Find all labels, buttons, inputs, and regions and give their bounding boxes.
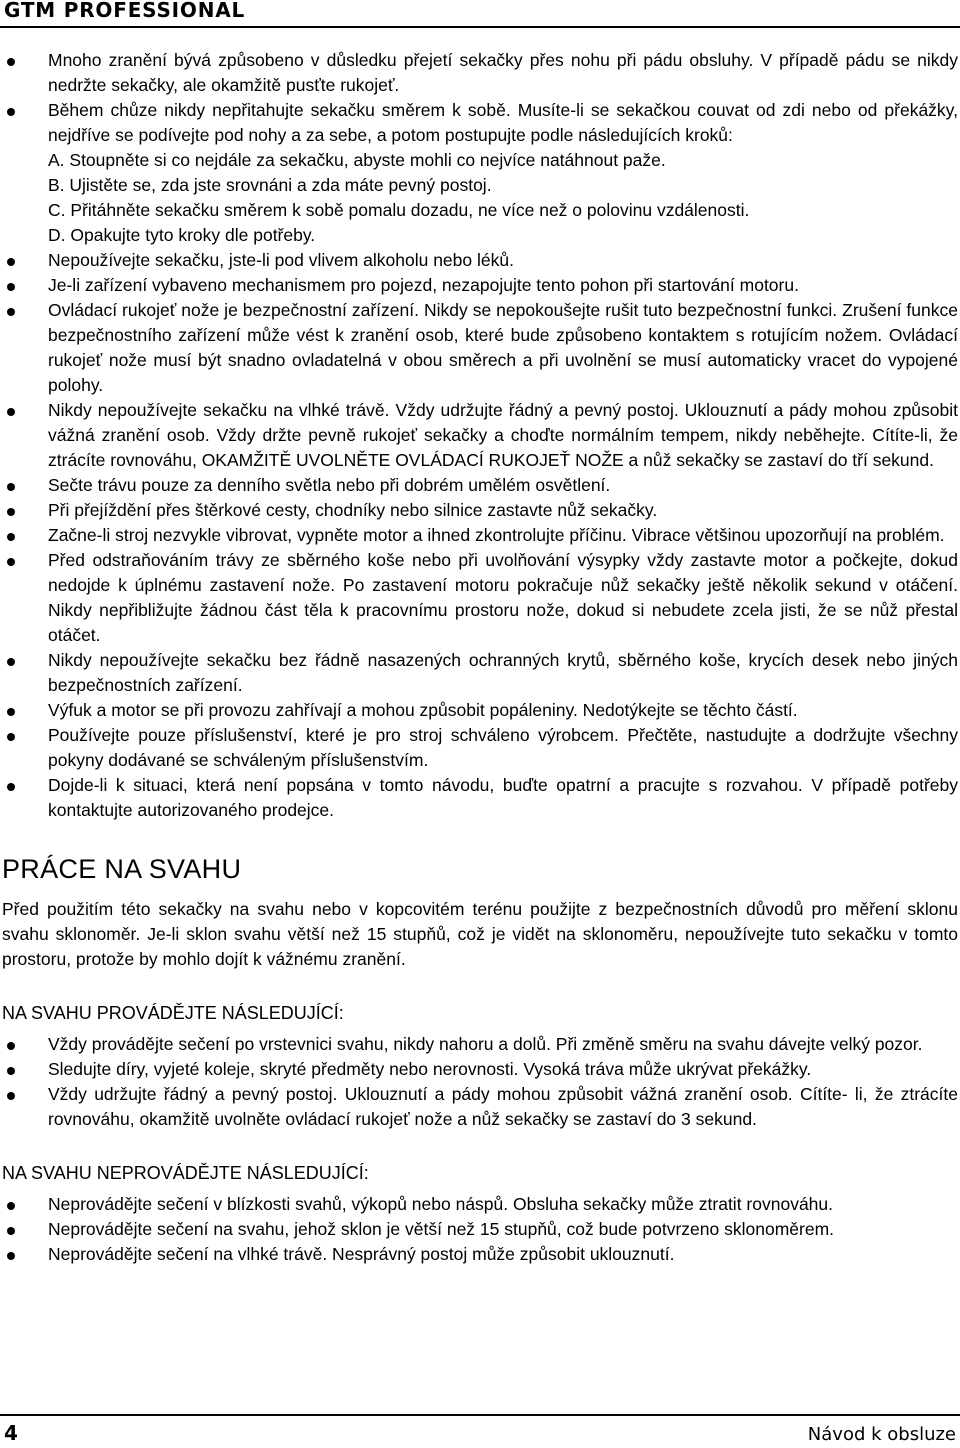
list-item: Používejte pouze příslušenství, které je pro stroj schváleno výrobcem. Přečtěte, nastudujte a dodržujte všechny pokyny dodávané se schváleným příslušenstvím. xyxy=(8,723,958,773)
dont-list xyxy=(8,1192,958,1267)
step-d: D. Opakujte tyto kroky dle potřeby. xyxy=(48,225,316,245)
safety-list xyxy=(8,48,958,823)
step-b: B. Ujistěte se, zda jste srovnáni a zda máte pevný postoj. xyxy=(48,175,492,195)
list-item: Ovládací rukojeť nože je bezpečnostní zařízení. Nikdy se nepokoušejte rušit tuto bezpečnostní funkci. Zrušení funkce bezpečnostního zařízení může vést k zranění osob, které bude způsobeno kontaktem s rotujícím nožem. Ovládací rukojeť nože musí být snadno ovladatelná v obou směrech a při uvolnění se musí automaticky vracet do vypojené polohy. xyxy=(8,298,958,398)
list-item: Neprovádějte sečení na svahu, jehož sklon je větší než 15 stupňů, což bude potvrzeno sklonoměrem. xyxy=(8,1217,958,1242)
footer-rule xyxy=(0,1414,960,1416)
do-heading: NA SVAHU PROVÁDĚJTE NÁSLEDUJÍCÍ: xyxy=(2,1003,344,1023)
list-item: Mnoho zranění bývá způsobeno v důsledku přejetí sekačky přes nohu při pádu obsluhy. V případě pádu se nikdy nedržte sekačky, ale okamžitě pusťte rukojeť. xyxy=(8,48,958,98)
list-item xyxy=(8,98,958,248)
list-item: Začne-li stroj nezvykle vibrovat, vypněte motor a ihned zkontrolujte příčinu. Vibrace většinou upozorňují na problém. xyxy=(8,523,958,548)
list-item: Nikdy nepoužívejte sekačku na vlhké trávě. Vždy udržujte řádný a pevný postoj. Uklouznutí a pády mohou způsobit vážná zranění osob. Vždy držte pevně rukojeť sekačky a choďte normálním tempem, nikdy neběhejte. Cítíte-li, že ztrácíte rovnováhu, OKAMŽITĚ UVOLNĚTE OVLÁDACÍ RUKOJEŤ NOŽE a nůž sekačky se zastaví do tří sekund. xyxy=(8,398,958,473)
list-item: Před odstraňováním trávy ze sběrného koše nebo při uvolňování výsypky vždy zastavte motor a počkejte, dokud nedojde k úplnému zastavení nože. Po zastavení motoru pokračuje nůž sekačky ještě několik sekund v otáčení. Nikdy nepřibližujte žádnou část těla k pracovnímu prostoru nože, dokud si nebudete zcela jisti, že se nůž přestal otáčet. xyxy=(8,548,958,648)
list-item: Při přejíždění přes štěrkové cesty, chodníky nebo silnice zastavte nůž sekačky. xyxy=(8,498,958,523)
header-rule xyxy=(0,26,960,28)
list-item: Dojde-li k situaci, která není popsána v tomto návodu, buďte opatrní a pracujte s rozvahou. V případě potřeby kontaktujte autorizovaného prodejce. xyxy=(8,773,958,823)
list-item: Neprovádějte sečení na vlhké trávě. Nesprávný postoj může způsobit uklouznutí. xyxy=(8,1242,958,1267)
list-item: Nepoužívejte sekačku, jste-li pod vlivem alkoholu nebo léků. xyxy=(8,248,958,273)
list-item: Sečte trávu pouze za denního světla nebo při dobrém umělém osvětlení. xyxy=(8,473,958,498)
list-item: Vždy provádějte sečení po vrstevnici svahu, nikdy nahoru a dolů. Při změně směru na svahu dávejte velký pozor. xyxy=(8,1032,958,1057)
step-c: C. Přitáhněte sekačku směrem k sobě pomalu dozadu, ne více než o polovinu vzdálenosti. xyxy=(48,200,750,220)
list-item: Výfuk a motor se při provozu zahřívají a mohou způsobit popáleniny. Nedotýkejte se těchto částí. xyxy=(8,698,958,723)
section-title: PRÁCE NA SVAHU xyxy=(2,854,242,884)
brand-header: GTM PROFESSIONAL xyxy=(4,0,246,22)
list-item: Vždy udržujte řádný a pevný postoj. Uklouznutí a pády mohou způsobit vážná zranění osob. Cítíte- li, že ztrácíte rovnováhu, okamžitě uvolněte ovládací rukojeť nože a nůž sekačky se zastaví do 3 sekund. xyxy=(8,1082,958,1132)
list-item: Je-li zařízení vybaveno mechanismem pro pojezd, nezapojujte tento pohon při startování motoru. xyxy=(8,273,958,298)
list-item-text: Během chůze nikdy nepřitahujte sekačku směrem k sobě. Musíte-li se sekačkou couvat od zdi nebo od překážky, nejdříve se podívejte pod nohy a za sebe, a potom postupujte podle následujících kroků: xyxy=(48,100,958,145)
list-item: Neprovádějte sečení v blízkosti svahů, výkopů nebo náspů. Obsluha sekačky může ztratit rovnováhu. xyxy=(8,1192,958,1217)
page-number: 4 xyxy=(4,1421,18,1445)
do-list xyxy=(8,1032,958,1132)
list-item: Nikdy nepoužívejte sekačku bez řádně nasazených ochranných krytů, sběrného koše, krycích desek nebo jiných bezpečnostních zařízení. xyxy=(8,648,958,698)
step-a: A. Stoupněte si co nejdále za sekačku, abyste mohli co nejvíce natáhnout paže. xyxy=(48,150,666,170)
dont-heading: NA SVAHU NEPROVÁDĚJTE NÁSLEDUJÍCÍ: xyxy=(2,1163,369,1183)
page-content xyxy=(2,48,958,1267)
footer-title: Návod k obsluze xyxy=(807,1424,956,1445)
list-item: Sledujte díry, vyjeté koleje, skryté předměty nebo nerovnosti. Vysoká tráva může ukrývat překážky. xyxy=(8,1057,958,1082)
section-intro: Před použitím této sekačky na svahu nebo v kopcovitém terénu použijte z bezpečnostních důvodů pro měření sklonu svahu sklonoměr. Je-li sklon svahu větší než 15 stupňů, což je vidět na sklonoměru, nepoužívejte tuto sekačku v tomto prostoru, protože by mohlo dojít k vážnému zranění. xyxy=(2,899,958,969)
